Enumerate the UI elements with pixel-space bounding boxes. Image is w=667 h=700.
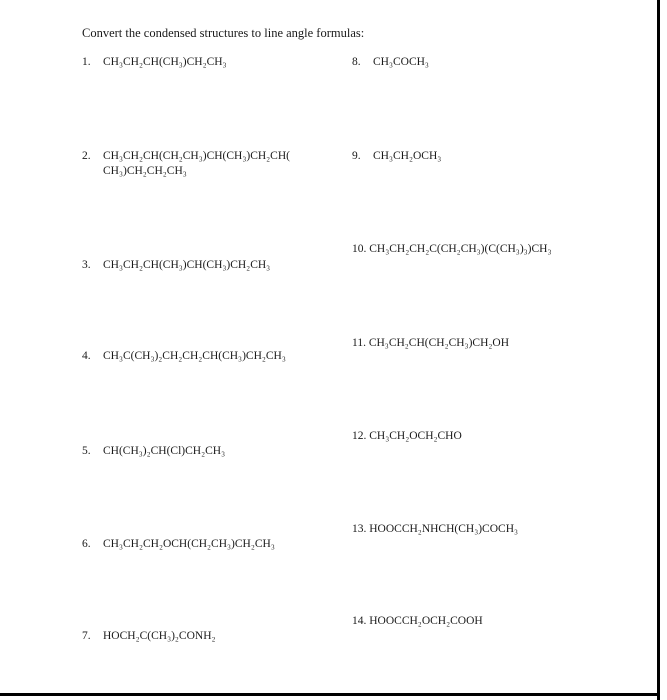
question-5 — [82, 444, 225, 459]
condensed-formula: CH₃CH₂OCH₂CHO — [369, 430, 462, 442]
condensed-formula: CH₃C(CH₃)₂CH₂CH₂CH(CH₃)CH₂CH₃ — [103, 350, 286, 362]
question-number: 7. — [82, 630, 91, 642]
condensed-formula: CH₃CH₂CH₂OCH(CH₂CH₃)CH₂CH₃ — [103, 538, 275, 550]
question-number: 3. — [82, 259, 91, 271]
question-number: 12. — [352, 430, 367, 442]
question-number: 14. — [352, 615, 367, 627]
question-number: 2. — [82, 150, 91, 162]
condensed-formula: HOOCCH₂NHCH(CH₃)COCH₃ — [369, 523, 519, 535]
question-8 — [352, 55, 429, 70]
question-3 — [82, 258, 270, 273]
condensed-formula: HOOCCH₂OCH₂COOH — [369, 615, 483, 627]
question-2 — [82, 149, 290, 179]
question-number: 13. — [352, 523, 367, 535]
condensed-formula: CH(CH₃)₂CH(Cl)CH₂CH₃ — [103, 445, 226, 457]
page-border-bottom — [0, 693, 660, 696]
question-13 — [352, 522, 518, 537]
question-6 — [82, 537, 275, 552]
condensed-formula: CH₃CH₂CH(CH₃)CH(CH₃)CH₂CH₃ — [103, 259, 271, 271]
question-10 — [352, 242, 551, 257]
question-11 — [352, 336, 509, 351]
question-number: 11. — [352, 337, 366, 349]
question-14 — [352, 614, 483, 629]
condensed-formula: CH₃COCH₃ — [373, 56, 429, 68]
question-9 — [352, 149, 441, 164]
condensed-formula: CH₃CH₂CH(CH₃)CH₂CH₃ — [103, 56, 227, 68]
condensed-formula: CH₃CH₂CH(CH₂CH₃)CH(CH₃)CH₂CH( — [103, 150, 290, 162]
page-border-right — [657, 0, 660, 700]
question-number: 10. — [352, 243, 367, 255]
question-number: 4. — [82, 350, 91, 362]
question-number: 8. — [352, 56, 361, 68]
question-number: 5. — [82, 445, 91, 457]
condensed-formula-continuation: CH₃)CH₂CH₂CH₃ — [103, 165, 187, 177]
condensed-formula: CH₃CH₂OCH₃ — [373, 150, 442, 162]
condensed-formula: CH₃CH₂CH(CH₂CH₃)CH₂OH — [368, 337, 509, 349]
condensed-formula: CH₃CH₂CH₂C(CH₂CH₃)(C(CH₃)₃)CH₃ — [369, 243, 552, 255]
worksheet-heading: Convert the condensed structures to line angle formulas: — [82, 26, 365, 40]
question-number: 1. — [82, 56, 91, 68]
question-number: 9. — [352, 150, 361, 162]
question-7 — [82, 629, 216, 644]
question-1 — [82, 55, 227, 70]
question-number: 6. — [82, 538, 91, 550]
question-12 — [352, 429, 462, 444]
question-4 — [82, 349, 286, 364]
condensed-formula: HOCH₂C(CH₃)₂CONH₂ — [103, 630, 216, 642]
